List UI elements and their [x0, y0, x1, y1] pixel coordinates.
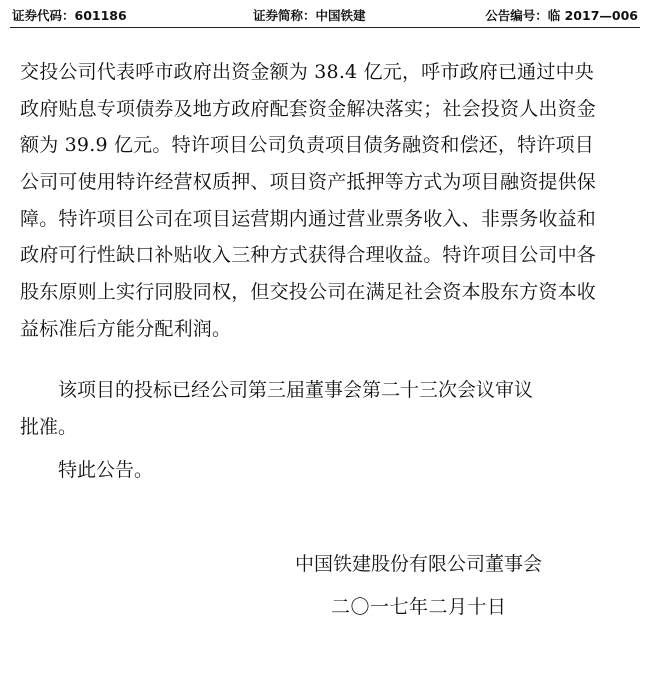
paragraph-line: 交投公司代表呼市政府出资金额为 38.4 亿元，呼市政府已通过中央	[20, 61, 594, 83]
paragraph-line: 政府贴息专项债券及地方政府配套资金解决落实；社会投资人出资金	[20, 97, 597, 120]
page-header	[12, 6, 638, 26]
paragraph-line: 该项目的投标已经公司第三届董事会第二十三次会议审议	[58, 379, 534, 401]
closing-remark: 特此公告。	[58, 459, 154, 481]
body-paragraph-1	[20, 54, 620, 348]
paragraph-line: 股东原则上实行同股同权，但交投公司在满足社会资本股东方资本收	[20, 281, 597, 304]
signature-board: 中国铁建股份有限公司董事会	[295, 553, 543, 575]
stock-code: 证券代码：601186	[12, 8, 127, 23]
paragraph-line: 益标准后方能分配利润。	[20, 317, 232, 340]
paragraph-line: 额为 39.9 亿元。特许项目公司负责项目债务融资和偿还，特许项目	[20, 134, 594, 157]
stock-name: 证券简称：中国铁建	[253, 8, 366, 23]
header-divider	[10, 27, 640, 28]
paragraph-line: 批准。	[20, 415, 78, 438]
paragraph-line: 政府可行性缺口补贴收入三种方式获得合理收益。特许项目公司中各	[20, 244, 597, 267]
body-paragraph-2	[20, 372, 620, 445]
paragraph-line: 障。特许项目公司在项目运营期内通过营业票务收入、非票务收益和	[20, 207, 597, 230]
announcement-date: 二〇一七年二月十日	[331, 596, 507, 618]
paragraph-line: 公司可使用特许经营权质押、项目资产抵押等方式为项目融资提供保	[20, 171, 597, 194]
announcement-number: 公告编号：临 2017—006	[485, 8, 638, 23]
